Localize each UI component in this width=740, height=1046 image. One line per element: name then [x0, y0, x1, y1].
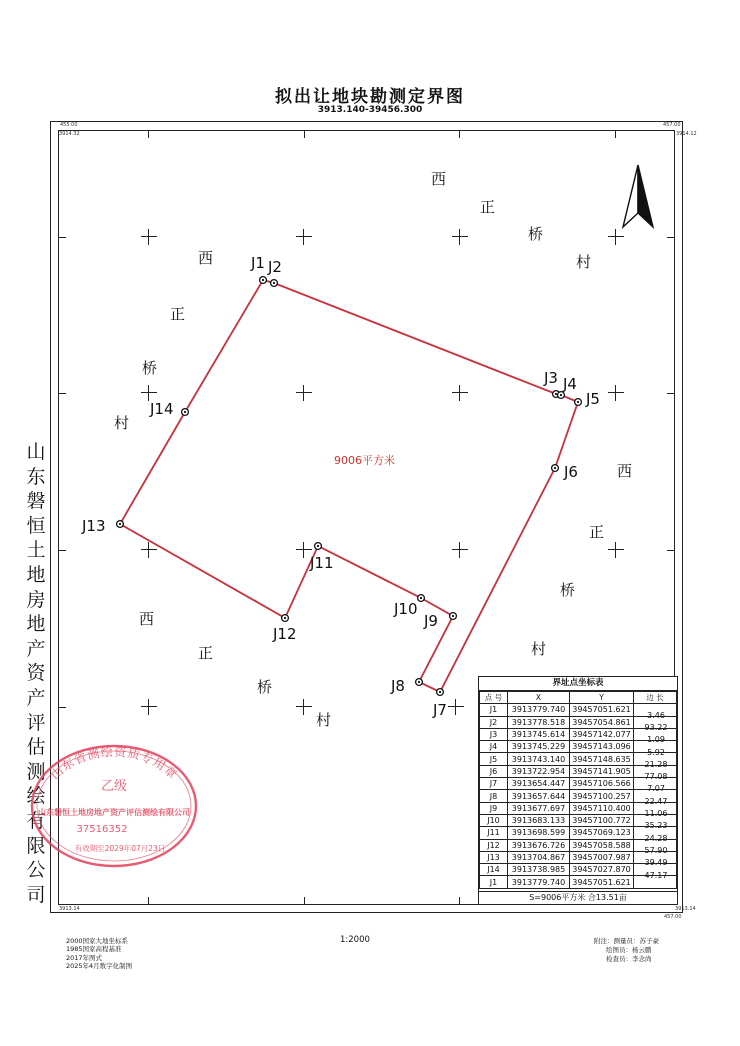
point-label-j11: J11: [310, 554, 334, 572]
table-cell-id: J13: [480, 851, 508, 863]
point-label-j2: J2: [268, 258, 282, 276]
table-cell-id: J7: [480, 778, 508, 790]
footer-line: 附注：测量员：苏子豪: [594, 937, 659, 945]
point-label-j3: J3: [544, 369, 558, 387]
table-cell-x: 3913654.447: [508, 778, 570, 790]
map-subtitle: 3913.140-39456.300: [317, 105, 423, 115]
point-label-j13: J13: [82, 517, 106, 535]
table-cell-x: 3913745.229: [508, 741, 570, 753]
table-cell-x: 3913698.599: [508, 827, 570, 839]
table-cell-id: J2: [480, 716, 508, 728]
village-label: 桥: [142, 359, 158, 377]
distance-value: 21.28: [644, 759, 668, 769]
area-summary: S=9006平方米 合13.51亩: [479, 891, 677, 904]
table-cell-y: 39457141.905: [570, 765, 634, 777]
footer-notes-right: [594, 937, 659, 964]
table-cell-x: 3913676.726: [508, 839, 570, 851]
corner-label-tr-top: 457.00: [663, 122, 681, 128]
distance-value: 3.46: [647, 710, 665, 720]
official-stamp: [28, 740, 200, 868]
table-cell-x: 3913704.867: [508, 851, 570, 863]
table-cell-y: 39457142.077: [570, 728, 634, 740]
table-cell-id: J1: [480, 704, 508, 716]
table-cell-x: 3913738.985: [508, 864, 570, 876]
corner-label-tl-side: 3914.32: [59, 131, 80, 137]
table-cell-id: J1: [480, 876, 508, 888]
footer-line: 2025年4月数字化制图: [66, 961, 133, 970]
point-label-j10: J10: [394, 600, 418, 618]
table-cell-y: 39457051.621: [570, 876, 634, 888]
distance-value: 11.06: [644, 809, 668, 818]
table-cell-y: 39457148.635: [570, 753, 634, 765]
table-cell-x: 3913743.140: [508, 753, 570, 765]
distance-value: 5.92: [647, 747, 665, 757]
point-label-j1: J1: [251, 254, 265, 272]
table-cell-y: 39457058.588: [570, 839, 634, 851]
table-cell-x: 3913778.518: [508, 716, 570, 728]
village-label: 村: [316, 711, 332, 729]
table-cell-y: 39457100.257: [570, 790, 634, 802]
distance-value: 22.47: [644, 796, 668, 806]
distance-value: 1.09: [647, 735, 665, 745]
table-cell-id: J12: [480, 839, 508, 851]
table-cell-y: 39457110.400: [570, 802, 634, 814]
map-title: 拟出让地块勘测定界图: [275, 87, 465, 107]
village-label: 正: [170, 305, 186, 323]
svg-text:山东省测绘资质专用章: 山东省测绘资质专用章: [47, 744, 181, 783]
col-header: X: [508, 692, 570, 704]
area-label: 9006平方米: [334, 454, 395, 467]
footer-line: 绘图员：杨云鹏: [606, 946, 652, 954]
point-label-j5: J5: [586, 390, 600, 408]
table-cell-id: J3: [480, 728, 508, 740]
corner-label-tr-side: 3914.12: [676, 131, 697, 137]
point-label-j4: J4: [563, 375, 577, 393]
distance-value: 77.08: [644, 772, 668, 782]
table-cell-y: 39457143.096: [570, 741, 634, 753]
table-cell-y: 39457069.123: [570, 827, 634, 839]
corner-label-br-side: 3913.14: [675, 906, 696, 912]
table-cell-id: J14: [480, 864, 508, 876]
table-cell-id: J4: [480, 741, 508, 753]
distance-value: 35.23: [644, 821, 668, 831]
svg-text:有效期至2029年07月23日: 有效期至2029年07月23日: [74, 844, 166, 853]
village-label: 桥: [560, 581, 576, 599]
table-cell-x: 3913683.133: [508, 814, 570, 826]
table-cell-id: J5: [480, 753, 508, 765]
table-cell-id: J11: [480, 827, 508, 839]
village-label: 西: [198, 249, 214, 267]
village-label: 西: [617, 462, 633, 480]
village-label: 西: [139, 610, 155, 628]
table-cell-id: J9: [480, 802, 508, 814]
point-label-j9: J9: [424, 612, 438, 630]
footer-notes-left: [66, 937, 132, 970]
village-label: 村: [114, 414, 130, 432]
col-header: 点 号: [480, 692, 508, 704]
table-cell-x: 3913779.740: [508, 876, 570, 888]
distance-value: 24.28: [644, 833, 668, 843]
village-label: 正: [198, 644, 214, 662]
village-label: 村: [576, 253, 592, 271]
table-cell-x: 3913779.740: [508, 704, 570, 716]
footer-line: 2017年图式: [66, 953, 103, 962]
table-cell-y: 39457051.621: [570, 704, 634, 716]
table-cell-y: 39457106.566: [570, 778, 634, 790]
corner-label-tl-top: 455.00: [60, 122, 78, 128]
table-header-row: [480, 692, 677, 704]
corner-label-br-top: 457.00: [664, 914, 682, 920]
corner-label-bl: 3913.14: [59, 906, 80, 912]
table-cell-y: 39457027.870: [570, 864, 634, 876]
village-label: 桥: [257, 678, 273, 696]
table-cell-x: 3913722.954: [508, 765, 570, 777]
coordinate-table: [478, 676, 678, 905]
table-cell-x: 3913677.697: [508, 802, 570, 814]
table-cell-id: J6: [480, 765, 508, 777]
village-label: 桥: [528, 225, 544, 243]
col-header: 边 长: [634, 692, 677, 704]
point-label-j8: J8: [391, 677, 405, 695]
svg-text:37516352: 37516352: [76, 824, 128, 835]
table-cell-y: 39457007.987: [570, 851, 634, 863]
table-cell-y: 39457054.861: [570, 716, 634, 728]
svg-text:山东磐恒土地房地产资产评估测绘有限公司: 山东磐恒土地房地产资产评估测绘有限公司: [38, 808, 190, 817]
distance-value: 39.49: [644, 858, 668, 868]
village-label: 正: [480, 198, 496, 216]
table-cell-x: 3913657.644: [508, 790, 570, 802]
table-cell-id: J8: [480, 790, 508, 802]
distance-value: 47.17: [644, 870, 668, 880]
distance-value: 7.07: [647, 784, 665, 794]
village-label: 正: [589, 523, 605, 541]
footer-line: 1985国家高程基准: [66, 945, 122, 954]
distance-value: 93.22: [644, 722, 668, 732]
company-name-vertical: 山 东 磐 恒 土 地 房 地 产 资 产 评 估 测 绘 有 限 公 司: [26, 441, 46, 906]
footer-line: 2000国家大地坐标系: [66, 937, 129, 945]
footer-line: 检查员：李念尚: [606, 955, 652, 963]
village-label: 西: [431, 170, 447, 188]
point-label-j6: J6: [564, 463, 578, 481]
table-cell-y: 39457100.772: [570, 814, 634, 826]
svg-text:乙级: 乙级: [100, 779, 128, 794]
table-caption: 界址点坐标表: [479, 677, 677, 691]
distance-value: 57.90: [644, 845, 668, 855]
village-label: 村: [531, 640, 547, 658]
col-header: Y: [570, 692, 634, 704]
point-label-j12: J12: [273, 625, 297, 643]
table-cell-id: J10: [480, 814, 508, 826]
point-label-j7: J7: [433, 701, 447, 719]
map-scale: 1:2000: [340, 935, 370, 945]
point-label-j14: J14: [150, 400, 174, 418]
table-cell-x: 3913745.614: [508, 728, 570, 740]
